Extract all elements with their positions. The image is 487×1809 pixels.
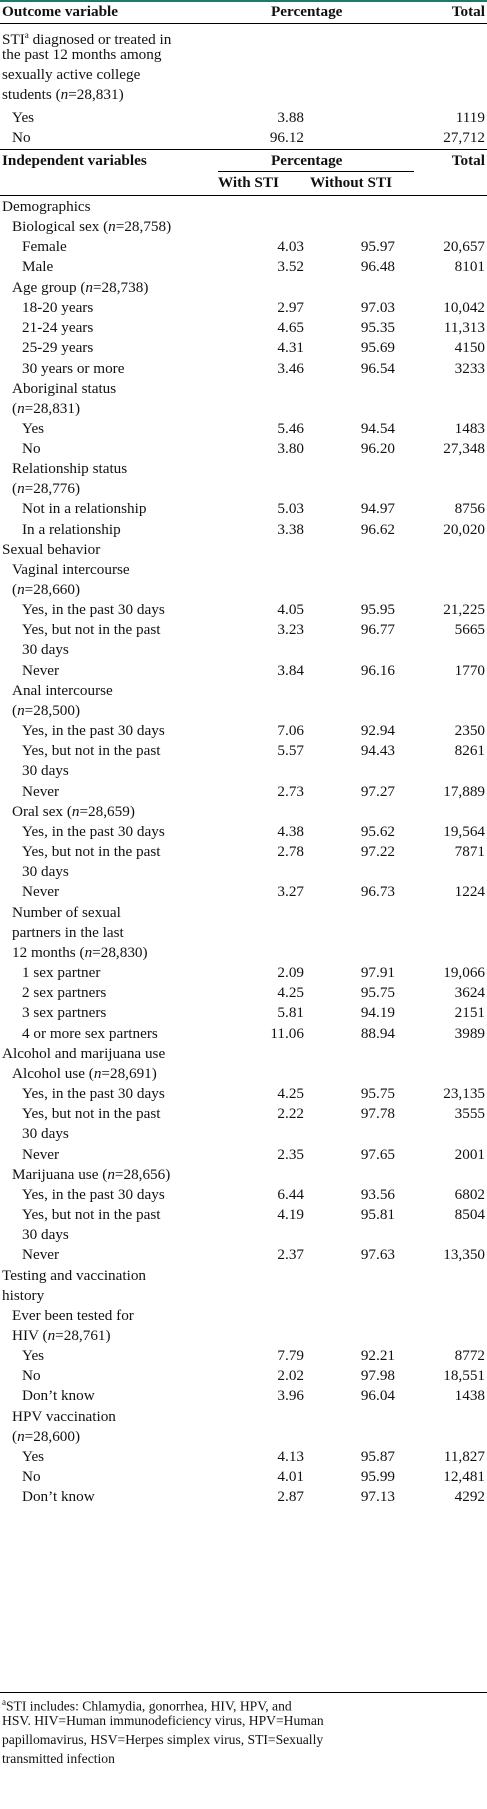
table-row-label: 3 sex partners bbox=[22, 1004, 107, 1022]
total-value: 1224 bbox=[454, 883, 485, 901]
table-row-label: Yes, but not in the past bbox=[22, 1206, 161, 1224]
with-sti-value: 11.06 bbox=[270, 1024, 304, 1042]
variable-heading: Alcohol use (n=28,691) bbox=[12, 1064, 157, 1082]
without-sti-value: 95.95 bbox=[360, 601, 395, 618]
with-sti-value: 2.22 bbox=[277, 1105, 304, 1123]
table-row-label: 2 sex partners bbox=[22, 984, 107, 1001]
table-row-label: Male bbox=[22, 258, 54, 276]
without-sti-value: 96.62 bbox=[360, 520, 395, 538]
without-sti-value: 97.91 bbox=[360, 963, 395, 981]
table-row-label: Female bbox=[22, 238, 67, 255]
total-value: 17,889 bbox=[443, 782, 485, 800]
table-row-label: No bbox=[22, 1367, 41, 1384]
total-value: 4292 bbox=[454, 1488, 485, 1506]
without-sti-value: 94.19 bbox=[360, 1004, 395, 1022]
without-sti-value: 95.35 bbox=[360, 318, 395, 336]
total-value: 7871 bbox=[454, 843, 485, 861]
table-row-label: Yes, but not in the past bbox=[22, 1105, 161, 1123]
without-sti-value: 95.97 bbox=[360, 238, 395, 255]
table-row-label: Yes, in the past 30 days bbox=[22, 1084, 165, 1102]
total-value: 12,481 bbox=[443, 1467, 485, 1485]
without-sti-value: 96.04 bbox=[360, 1387, 395, 1405]
with-sti-value: 3.46 bbox=[277, 359, 304, 377]
with-sti-value: 4.65 bbox=[277, 318, 304, 336]
table-row-label: Never bbox=[22, 1246, 60, 1264]
total-value: 2151 bbox=[454, 1004, 485, 1022]
header-percentage: Percentage bbox=[271, 3, 343, 20]
total-value: 2350 bbox=[454, 721, 485, 739]
with-sti-value: 2.02 bbox=[277, 1367, 304, 1384]
without-sti-value: 97.63 bbox=[360, 1246, 395, 1264]
variable-heading: Relationship status bbox=[12, 460, 128, 478]
total-value: 8504 bbox=[454, 1206, 485, 1224]
total-value: 11,827 bbox=[443, 1447, 485, 1465]
total-value: 19,066 bbox=[443, 963, 485, 981]
total-value: 8261 bbox=[454, 742, 485, 760]
total-value: 8772 bbox=[454, 1346, 485, 1364]
with-sti-value: 5.57 bbox=[277, 742, 304, 760]
variable-heading: Aboriginal status bbox=[12, 379, 117, 397]
with-sti-value: 4.25 bbox=[277, 1084, 304, 1102]
variable-heading: Number of sexual bbox=[12, 903, 121, 921]
without-sti-value: 97.03 bbox=[360, 298, 395, 316]
variable-heading: Age group (n=28,738) bbox=[12, 278, 149, 296]
variable-heading: Oral sex (n=28,659) bbox=[12, 802, 135, 820]
with-sti-value: 2.37 bbox=[277, 1246, 304, 1264]
outcome-label-line-2: the past 12 months among bbox=[2, 46, 162, 63]
section-rule bbox=[0, 149, 487, 150]
footnote-line-2: HSV. HIV=Human immunodeficiency virus, HPV=Human bbox=[2, 1713, 324, 1728]
outcome-row-label: Yes bbox=[12, 109, 35, 126]
variable-heading: (n=28,831) bbox=[12, 399, 81, 417]
outcome-label-line-4: students (n=28,831) bbox=[2, 86, 124, 103]
total-value: 1770 bbox=[454, 661, 485, 679]
table-row-label: 4 or more sex partners bbox=[22, 1024, 158, 1042]
table-row-label: 30 years or more bbox=[22, 359, 125, 377]
variable-heading: HIV (n=28,761) bbox=[12, 1326, 111, 1344]
table-row-label: 30 days bbox=[22, 762, 69, 780]
table-row-label: Yes, in the past 30 days bbox=[22, 822, 165, 840]
with-sti-value: 3.52 bbox=[277, 258, 304, 276]
header-without-sti: Without STI bbox=[310, 174, 393, 191]
without-sti-value: 97.78 bbox=[360, 1105, 395, 1123]
header-rule bbox=[0, 23, 487, 24]
section-heading: Alcohol and marijuana use bbox=[2, 1044, 166, 1062]
footnote-line-4: transmitted infection bbox=[2, 1751, 115, 1766]
with-sti-value: 4.01 bbox=[277, 1467, 304, 1485]
without-sti-value: 92.94 bbox=[360, 721, 395, 739]
table-row-label: 30 days bbox=[22, 641, 69, 659]
total-value: 2001 bbox=[454, 1145, 485, 1163]
without-sti-value: 97.98 bbox=[360, 1367, 395, 1384]
variable-heading: 12 months (n=28,830) bbox=[12, 943, 148, 961]
total-value: 23,135 bbox=[443, 1084, 485, 1102]
variable-heading: Vaginal intercourse bbox=[12, 561, 130, 578]
without-sti-value: 94.43 bbox=[360, 742, 395, 760]
table-row-label: In a relationship bbox=[22, 520, 121, 538]
table-row-label: 1 sex partner bbox=[22, 963, 101, 981]
table-row-label: 30 days bbox=[22, 1125, 69, 1143]
variable-heading: (n=28,500) bbox=[12, 701, 81, 719]
without-sti-value: 95.81 bbox=[360, 1206, 395, 1224]
outcome-label-line-3: sexually active college bbox=[2, 66, 141, 83]
table-row-label: Yes, in the past 30 days bbox=[22, 1185, 165, 1203]
variable-heading: partners in the last bbox=[12, 923, 124, 941]
without-sti-value: 97.27 bbox=[360, 782, 395, 800]
table-row-label: Not in a relationship bbox=[22, 500, 147, 518]
with-sti-value: 4.31 bbox=[277, 339, 304, 357]
variable-heading: (n=28,660) bbox=[12, 581, 81, 598]
total-value: 11,313 bbox=[443, 318, 485, 336]
without-sti-value: 97.13 bbox=[360, 1488, 395, 1506]
outcome-row-pct: 96.12 bbox=[269, 129, 304, 146]
with-sti-value: 5.03 bbox=[277, 500, 304, 518]
header-total: Total bbox=[451, 3, 485, 20]
with-sti-value: 3.80 bbox=[277, 440, 304, 458]
total-value: 20,657 bbox=[443, 238, 485, 255]
variable-heading: HPV vaccination bbox=[12, 1407, 116, 1425]
table-row-label: Yes, but not in the past bbox=[22, 742, 161, 760]
without-sti-value: 96.20 bbox=[360, 440, 395, 458]
footnote-line-1: $^a$STI includes: Chlamydia, gonorrhea, HIV, HPV, and bbox=[2, 1697, 292, 1714]
total-value: 19,564 bbox=[443, 822, 485, 840]
with-sti-value: 3.23 bbox=[277, 621, 304, 639]
with-sti-value: 4.03 bbox=[277, 238, 304, 255]
total-value: 10,042 bbox=[443, 298, 485, 316]
table-row-label: Don’t know bbox=[22, 1387, 95, 1405]
variable-heading: (n=28,776) bbox=[12, 480, 81, 498]
with-sti-value: 2.97 bbox=[277, 298, 304, 316]
total-value: 18,551 bbox=[443, 1367, 485, 1384]
table-row-label: Yes, in the past 30 days bbox=[22, 601, 165, 618]
section-heading: history bbox=[2, 1286, 45, 1304]
variable-heading: Biological sex (n=28,758) bbox=[12, 218, 172, 235]
table-row-label: Don’t know bbox=[22, 1488, 95, 1506]
total-value: 21,225 bbox=[443, 601, 485, 618]
table-row-label: 30 days bbox=[22, 1226, 69, 1244]
without-sti-value: 92.21 bbox=[360, 1346, 395, 1364]
total-value: 5665 bbox=[454, 621, 485, 639]
without-sti-value: 95.87 bbox=[360, 1447, 395, 1465]
without-sti-value: 94.97 bbox=[360, 500, 395, 518]
without-sti-value: 95.69 bbox=[360, 339, 395, 357]
total-value: 8756 bbox=[454, 500, 485, 518]
footnote-line-3: papillomavirus, HSV=Herpes simplex virus, STI=Sexually bbox=[2, 1732, 324, 1747]
table-row-label: Yes, but not in the past bbox=[22, 621, 161, 639]
with-sti-value: 5.81 bbox=[277, 1004, 304, 1022]
variable-heading: (n=28,600) bbox=[12, 1427, 81, 1445]
without-sti-value: 97.22 bbox=[360, 843, 395, 861]
with-sti-value: 7.06 bbox=[277, 721, 304, 739]
section-heading: Sexual behavior bbox=[2, 541, 101, 558]
header-outcome-variable: Outcome variable bbox=[2, 3, 118, 20]
without-sti-value: 96.48 bbox=[360, 258, 395, 276]
total-value: 1438 bbox=[454, 1387, 485, 1405]
with-sti-value: 3.84 bbox=[277, 661, 304, 679]
subheader-rule bbox=[218, 171, 414, 172]
total-value: 27,348 bbox=[443, 440, 485, 458]
variable-heading: Ever been tested for bbox=[12, 1306, 134, 1324]
table-row-label: Never bbox=[22, 1145, 60, 1163]
with-sti-value: 2.78 bbox=[277, 843, 304, 861]
without-sti-value: 96.73 bbox=[360, 883, 395, 901]
table-row-label: No bbox=[22, 440, 41, 458]
total-value: 13,350 bbox=[443, 1246, 485, 1264]
outcome-row-total: 1119 bbox=[455, 109, 485, 126]
table-row-label: Never bbox=[22, 661, 60, 679]
section-heading: Testing and vaccination bbox=[2, 1266, 147, 1284]
with-sti-value: 3.38 bbox=[277, 520, 304, 538]
header-independent-variables: Independent variables bbox=[2, 152, 147, 169]
total-value: 20,020 bbox=[443, 520, 485, 538]
without-sti-value: 94.54 bbox=[360, 419, 395, 437]
table-row-label: 18-20 years bbox=[22, 298, 94, 316]
section-heading: Demographics bbox=[2, 198, 91, 215]
table-row-label: Yes bbox=[22, 1346, 45, 1364]
with-sti-value: 2.35 bbox=[277, 1145, 304, 1163]
outcome-row-total: 27,712 bbox=[443, 129, 485, 146]
with-sti-value: 2.73 bbox=[277, 782, 304, 800]
without-sti-value: 96.54 bbox=[360, 359, 395, 377]
with-sti-value: 2.09 bbox=[277, 963, 304, 981]
outcome-row-pct: 3.88 bbox=[277, 109, 304, 126]
table-row-label: Yes bbox=[22, 419, 45, 437]
header-percentage-2: Percentage bbox=[271, 152, 343, 169]
without-sti-value: 96.77 bbox=[360, 621, 395, 639]
table-row-label: No bbox=[22, 1467, 41, 1485]
with-sti-value: 3.96 bbox=[277, 1387, 304, 1405]
with-sti-value: 4.38 bbox=[277, 822, 304, 840]
with-sti-value: 7.79 bbox=[277, 1346, 304, 1364]
with-sti-value: 4.25 bbox=[277, 984, 304, 1001]
outcome-label-line-1: STI$^a$ diagnosed or treated in bbox=[2, 30, 172, 49]
with-sti-value: 4.19 bbox=[277, 1206, 304, 1224]
total-value: 3555 bbox=[454, 1105, 485, 1123]
without-sti-value: 96.16 bbox=[360, 661, 395, 679]
total-value: 3233 bbox=[454, 359, 485, 377]
total-value: 4150 bbox=[454, 339, 485, 357]
table-row-label: 30 days bbox=[22, 863, 69, 881]
total-value: 3989 bbox=[454, 1024, 485, 1042]
without-sti-value: 95.62 bbox=[360, 822, 395, 840]
without-sti-value: 95.75 bbox=[360, 1084, 395, 1102]
with-sti-value: 6.44 bbox=[277, 1185, 304, 1203]
without-sti-value: 93.56 bbox=[360, 1185, 395, 1203]
variable-heading: Anal intercourse bbox=[12, 681, 113, 699]
without-sti-value: 95.99 bbox=[360, 1467, 395, 1485]
header-total-2: Total bbox=[451, 152, 485, 169]
table-row-label: Yes bbox=[22, 1447, 45, 1465]
without-sti-value: 97.65 bbox=[360, 1145, 395, 1163]
total-value: 3624 bbox=[454, 984, 485, 1001]
with-sti-value: 4.05 bbox=[277, 601, 304, 618]
total-value: 1483 bbox=[454, 419, 485, 437]
without-sti-value: 95.75 bbox=[360, 984, 395, 1001]
total-value: 6802 bbox=[454, 1185, 485, 1203]
table-row-label: Never bbox=[22, 883, 60, 901]
without-sti-value: 88.94 bbox=[360, 1024, 395, 1042]
with-sti-value: 3.27 bbox=[277, 883, 304, 901]
table-row-label: 25-29 years bbox=[22, 339, 94, 357]
header-with-sti: With STI bbox=[218, 174, 279, 191]
table-row-label: Yes, in the past 30 days bbox=[22, 721, 165, 739]
variable-heading: Marijuana use (n=28,656) bbox=[12, 1165, 171, 1183]
with-sti-value: 4.13 bbox=[277, 1447, 304, 1465]
table-row-label: Never bbox=[22, 782, 60, 800]
total-value: 8101 bbox=[454, 258, 485, 276]
header2-rule bbox=[0, 195, 487, 196]
table-row-label: 21-24 years bbox=[22, 318, 94, 336]
with-sti-value: 5.46 bbox=[277, 419, 304, 437]
with-sti-value: 2.87 bbox=[277, 1488, 304, 1506]
table-row-label: Yes, but not in the past bbox=[22, 843, 161, 861]
outcome-row-label: No bbox=[12, 129, 31, 146]
